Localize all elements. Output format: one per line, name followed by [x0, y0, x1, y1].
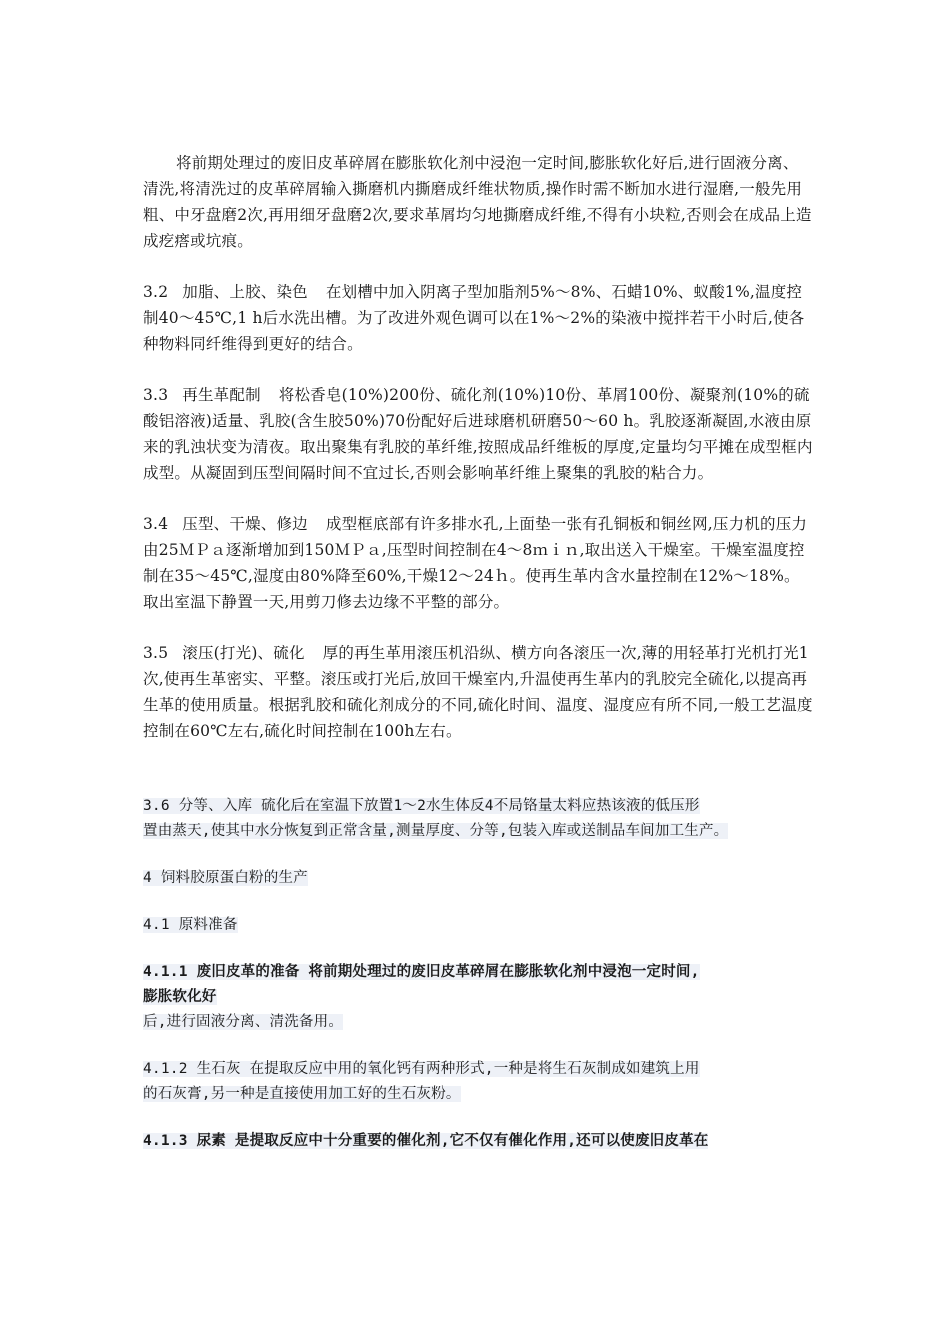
section-body: 将松香皂(10%)200份、硫化剂(10%)10份、革屑100份、凝聚剂(10%的硫酸铝溶液)适量、乳胶(含生胶50%)70份配好后进球磨机研磨50～60 h。乳胶逐渐凝固,水液由原来的乳浊状变为清夜。取出聚集有乳胶的革纤维,按照成品纤维板的厚度,定量均匀平摊在成型框内成型。从凝固到压型间隔时间不宜过长,否则会影响革纤维上聚集的乳胶的粘合力。 — [143, 386, 813, 482]
section-3-2 — [143, 279, 813, 357]
section-4-1-1-line-3: 后,进行固液分离、清洗备用。 — [143, 1014, 344, 1030]
section-title: 加脂、上胶、染色 — [182, 283, 308, 301]
section-number: 3.2 — [143, 283, 169, 301]
document-page — [143, 150, 813, 1154]
section-3-4 — [143, 511, 813, 615]
section-4-1-1-line-1: 4.1.1 废旧皮革的准备 将前期处理过的废旧皮革碎屑在膨胀软化剂中浸泡一定时间, — [143, 964, 700, 980]
section-title: 再生革配制 — [182, 386, 261, 404]
section-body: 在划槽中加入阴离子型加脂剂5%～8%、石蜡10%、蚁酸1%,温度控制40～45℃,1 h后水洗出槽。为了改进外观色调可以在1%～2%的染液中搅拌若干小时后,使各种物料同纤维得到更好的结合。 — [143, 283, 805, 353]
section-4-heading — [143, 866, 813, 891]
section-title: 滚压(打光)、硫化 — [182, 644, 305, 662]
section-4-1-heading — [143, 913, 813, 938]
section-3-6-line-1: 3.6 分等、入库 硫化后在室温下放置1～2水生体反4不局铬量太料应热该液的低压形 — [143, 798, 700, 814]
section-4-1-2 — [143, 1057, 813, 1107]
section-3-6-line-2: 置由蒸天,使其中水分恢复到正常含量,测量厚度、分等,包装入库或送制品车间加工生产。 — [143, 823, 729, 839]
section-4-1-1 — [143, 960, 813, 1035]
section-3-3 — [143, 382, 813, 486]
section-3-5 — [143, 640, 813, 744]
section-4-1-2-line-1: 4.1.2 生石灰 在提取反应中用的氧化钙有两种形式,一种是将生石灰制成如建筑上用 — [143, 1061, 700, 1077]
section-number: 3.4 — [143, 515, 169, 533]
section-3-6 — [143, 794, 813, 844]
section-4-1-title: 4.1 原料准备 — [143, 917, 238, 933]
section-4-1-1-line-2: 膨胀软化好 — [143, 989, 217, 1005]
highlighted-block — [143, 794, 813, 1154]
section-title: 压型、干燥、修边 — [182, 515, 308, 533]
section-4-1-3 — [143, 1129, 813, 1154]
section-body: 厚的再生革用滚压机沿纵、横方向各滚压一次,薄的用轻革打光机打光1次,使再生革密实、平整。滚压或打光后,放回干燥室内,升温使再生革内的乳胶完全硫化,以提高再生革的使用质量。根据乳胶和硫化剂成分的不同,硫化时间、温度、湿度应有所不同,一般工艺温度控制在60℃左右,硫化时间控制在100h左右。 — [143, 644, 813, 740]
section-4-1-2-line-2: 的石灰膏,另一种是直接使用加工好的生石灰粉。 — [143, 1086, 461, 1102]
section-4-title: 4 饲料胶原蛋白粉的生产 — [143, 870, 308, 886]
section-number: 3.3 — [143, 386, 169, 404]
section-body: 成型框底部有许多排水孔,上面垫一张有孔铜板和铜丝网,压力机的压力由25ＭＰａ逐渐增加到150ＭＰａ,压型时间控制在4～8ｍｉｎ,取出送入干燥室。干燥室温度控制在35～45℃,湿度由80%降至60%,干燥12～24ｈ。使再生革内含水量控制在12%～18%。取出室温下静置一天,用剪刀修去边缘不平整的部分。 — [143, 515, 808, 611]
section-number: 3.5 — [143, 644, 169, 662]
section-4-1-3-line-1: 4.1.3 尿素 是提取反应中十分重要的催化剂,它不仅有催化作用,还可以使废旧皮革在 — [143, 1133, 709, 1149]
paragraph-fiber-grinding: 将前期处理过的废旧皮革碎屑在膨胀软化剂中浸泡一定时间,膨胀软化好后,进行固液分离、清洗,将清洗过的皮革碎屑输入撕磨机内撕磨成纤维状物质,操作时需不断加水进行湿磨,一般先用粗、中牙盘磨2次,再用细牙盘磨2次,要求革屑均匀地撕磨成纤维,不得有小块粒,否则会在成品上造成疙瘩或坑痕。 — [143, 154, 812, 250]
